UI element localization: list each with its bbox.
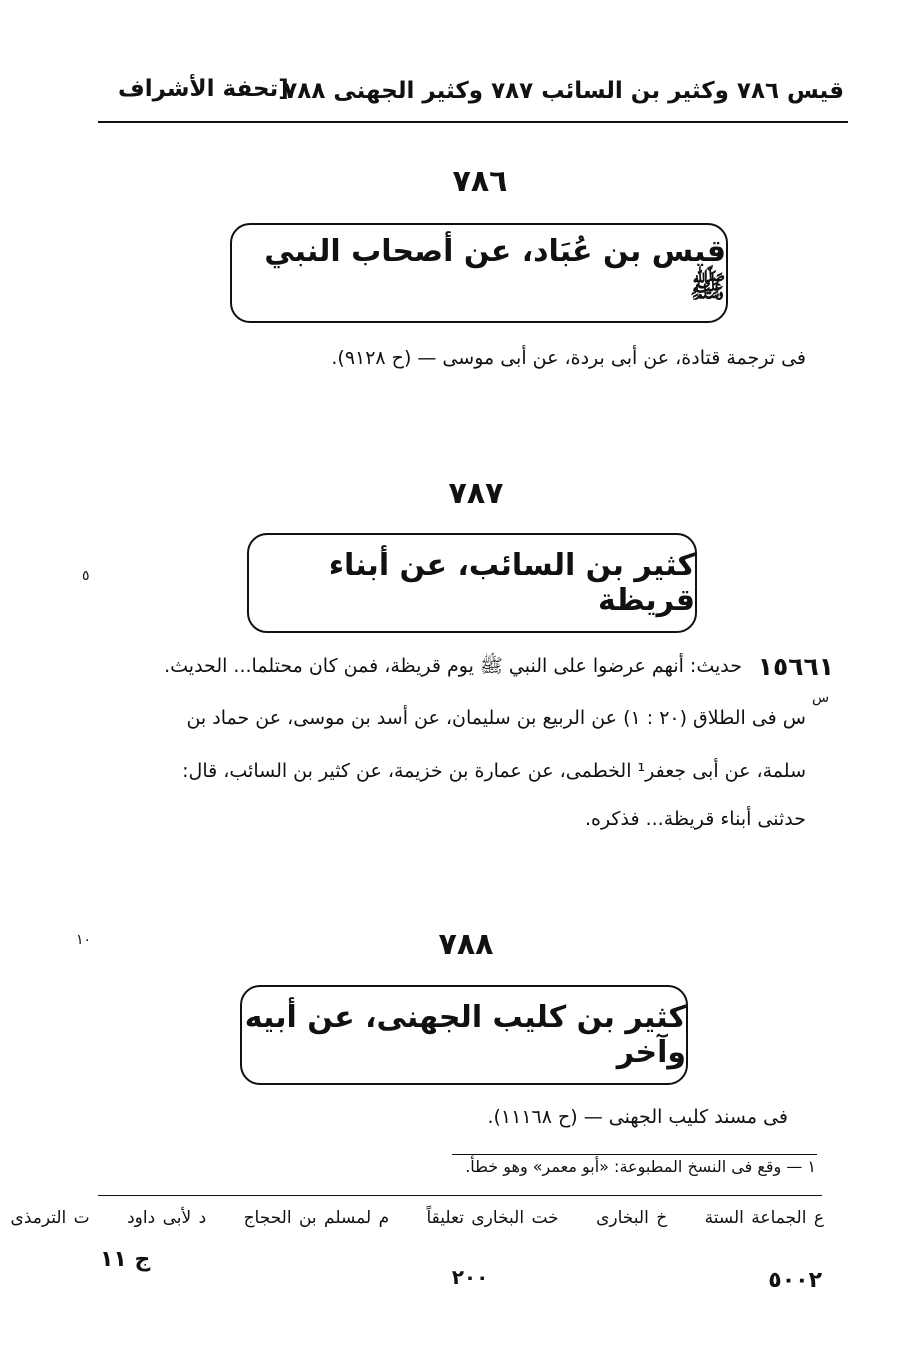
hadith-chain-line-1: س فى الطلاق (٢٠ : ١) عن الربيع بن سليمان، عن أسد بن موسى، عن حماد بن: [186, 707, 806, 729]
section-title-box-787: [247, 533, 697, 633]
footnote: ١ — وقع فى النسخ المطبوعة: «أبو معمر» وهو خطأ.: [465, 1157, 816, 1176]
reference-number: ٥٠٠٢: [768, 1268, 822, 1293]
section-title-786: قيس بن عُبَاد، عن أصحاب النبي ﷺ: [264, 234, 726, 305]
section-title-788: كثير بن كليب الجهنى، عن أبيه وآخر: [244, 1000, 686, 1070]
abbreviation-item: خت البخارى تعليقاً: [426, 1208, 559, 1228]
line-number-ten: ١٠: [76, 932, 92, 948]
hadith-number: ١٥٦٦١: [757, 652, 834, 681]
section-number-787: ٧٨٧: [448, 476, 504, 511]
volume-label: ج ١١: [100, 1247, 151, 1272]
line-number-five: ٥: [82, 568, 90, 584]
section-title-787: كثير بن السائب، عن أبناء قريظة: [328, 548, 695, 618]
hadith-chain-line-3: حدثنى أبناء قريظة... فذكره.: [584, 808, 806, 830]
section-786-reference: فى ترجمة قتادة، عن أبى بردة، عن أبى موسى — (ح ٩١٢٨).: [331, 347, 806, 369]
section-title-box-788: [240, 985, 688, 1085]
book-title: [تحفة الأشراف: [118, 76, 289, 102]
running-header-title: قيس ٧٨٦ وكثير بن السائب ٧٨٧ وكثير الجهنى ٧٨٨: [283, 78, 844, 104]
section-number-786: ٧٨٦: [452, 164, 508, 199]
abbreviation-legend: [11, 1208, 824, 1228]
footnote-divider: [452, 1154, 817, 1155]
section-788-reference: فى مسند كليب الجهنى — (ح ١١١٦٨).: [487, 1106, 788, 1128]
abbreviation-item: ت الترمذى: [10, 1208, 90, 1228]
abbreviation-item: خ البخارى: [596, 1208, 668, 1228]
hadith-text: حديث: أنهم عرضوا على النبي ﷺ يوم قريظة، فمن كان محتلما... الحديث.: [164, 655, 742, 677]
page-number: ٢٠٠: [451, 1265, 489, 1289]
abbreviation-item: ع الجماعة الستة: [704, 1208, 824, 1228]
abbreviation-item: م لمسلم بن الحجاج: [243, 1208, 390, 1228]
header-divider: [98, 121, 848, 123]
hadith-code: س: [812, 690, 830, 706]
section-number-788: ٧٨٨: [438, 927, 494, 962]
hadith-chain-line-2: سلمة، عن أبى جعفر¹ الخطمى، عن عمارة بن خزيمة، عن كثير بن السائب، قال:: [182, 760, 806, 782]
abbreviation-item: د لأبى داود: [127, 1208, 207, 1228]
section-title-box-786: [230, 223, 728, 323]
legend-divider: [98, 1195, 822, 1196]
